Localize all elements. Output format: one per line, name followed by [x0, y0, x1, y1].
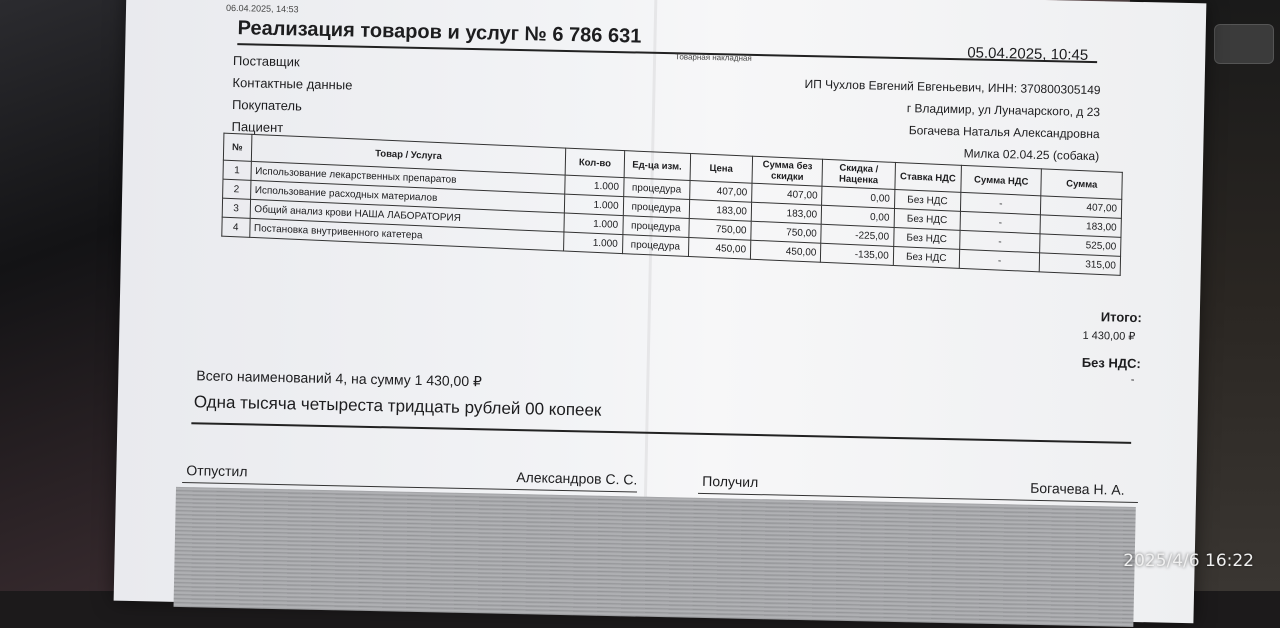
cell-sum: 183,00 — [1040, 215, 1121, 238]
supplier-value: ИП Чухлов Евгений Евгеньевич, ИНН: 370800305149 — [804, 76, 1101, 98]
contacts-label: Контактные данные — [232, 75, 353, 93]
patient-value: Милка 02.04.25 (собака) — [963, 146, 1100, 164]
invoice-title: Реализация товаров и услуг № 6 786 631 — [237, 17, 642, 48]
cell-sum-no-discount: 407,00 — [752, 183, 823, 205]
cell-vat-rate: Без НДС — [893, 227, 960, 249]
invoice-date: 05.04.2025, 10:45 — [967, 44, 1089, 64]
cell-vat-rate: Без НДС — [894, 208, 961, 230]
patient-label: Пациент — [231, 118, 284, 136]
cell-item: Использование лекарственных препаратов — [250, 161, 565, 194]
cell-vat-rate: Без НДС — [894, 189, 961, 211]
console-button — [1214, 24, 1274, 64]
cell-sum-no-discount: 450,00 — [750, 240, 821, 262]
cell-discount: 0,00 — [821, 205, 894, 227]
col-header-vat-sum: Сумма НДС — [961, 165, 1042, 196]
col-header-sum-no-discount: Сумма без скидки — [752, 156, 823, 186]
cell-vat-sum: - — [960, 192, 1041, 215]
cell-sum-no-discount: 183,00 — [751, 202, 822, 224]
cell-unit: процедура — [622, 235, 689, 257]
cell-qty: 1.000 — [564, 232, 622, 254]
cell-sum: 407,00 — [1041, 196, 1122, 219]
cell-item: Использование расходных материалов — [250, 180, 565, 213]
cell-price: 183,00 — [689, 199, 752, 221]
col-header-discount: Скидка / Наценка — [822, 159, 895, 189]
cell-number: 4 — [222, 217, 250, 237]
col-header-qty: Кол-во — [566, 148, 625, 178]
cell-sum: 525,00 — [1040, 234, 1121, 257]
photo-timestamp: 2025/4/6 16:22 — [1123, 551, 1254, 571]
invoice-subtitle: Товарная накладная — [675, 52, 752, 63]
released-label: Отпустил — [186, 462, 248, 480]
col-header-price: Цена — [690, 153, 753, 183]
col-header-number: № — [223, 133, 251, 161]
summary-line: Всего наименований 4, на сумму 1 430,00 ₽ — [196, 367, 483, 390]
cell-unit: процедура — [623, 178, 690, 200]
cell-discount: -135,00 — [821, 243, 894, 265]
cell-number: 2 — [223, 179, 251, 199]
print-timestamp: 06.04.2025, 14:53 — [225, 2, 299, 15]
buyer-label: Покупатель — [231, 96, 303, 114]
cell-unit: процедура — [622, 216, 689, 238]
released-name: Александров С. С. — [516, 469, 638, 488]
cell-vat-sum: - — [960, 230, 1041, 253]
invoice-paper — [114, 0, 1207, 623]
contacts-value: г Владимир, ул Луначарского, д 23 — [906, 101, 1101, 120]
cell-qty: 1.000 — [564, 213, 622, 235]
cell-item: Общий анализ крови НАША ЛАБОРАТОРИЯ — [250, 199, 565, 232]
cell-price: 750,00 — [689, 218, 752, 240]
cell-vat-sum: - — [960, 211, 1041, 234]
cell-discount: 0,00 — [822, 186, 895, 208]
cell-qty: 1.000 — [565, 194, 623, 216]
cell-qty: 1.000 — [565, 175, 623, 197]
vat-label: Без НДС: — [1081, 354, 1141, 372]
total-label: Итого: — [1100, 309, 1142, 326]
amount-in-words: Одна тысяча четыреста тридцать рублей 00 копеек — [193, 392, 602, 420]
cell-item: Постановка внутривенного катетера — [249, 218, 564, 251]
cell-vat-sum: - — [959, 249, 1040, 272]
words-underline — [191, 422, 1131, 444]
cell-price: 450,00 — [688, 237, 751, 259]
cell-price: 407,00 — [689, 180, 752, 202]
col-header-sum: Сумма — [1041, 169, 1122, 200]
buyer-value: Богачева Наталья Александровна — [908, 123, 1100, 142]
received-name: Богачева Н. А. — [1030, 479, 1125, 498]
gray-scan-band — [174, 487, 1136, 627]
cell-sum: 315,00 — [1040, 253, 1121, 276]
cell-unit: процедура — [623, 197, 690, 219]
cell-number: 1 — [223, 160, 251, 180]
col-header-item: Товар / Услуга — [251, 134, 566, 175]
total-value: 1 430,00 ₽ — [1082, 329, 1136, 343]
cell-number: 3 — [222, 198, 250, 218]
cell-discount: -225,00 — [821, 224, 894, 246]
received-label: Получил — [702, 472, 759, 491]
cell-vat-rate: Без НДС — [893, 246, 960, 268]
col-header-unit: Ед-ца изм. — [624, 151, 691, 181]
col-header-vat-rate: Ставка НДС — [895, 162, 962, 192]
supplier-label: Поставщик — [232, 53, 300, 70]
vat-value: - — [1130, 373, 1135, 386]
cell-sum-no-discount: 750,00 — [751, 221, 822, 243]
